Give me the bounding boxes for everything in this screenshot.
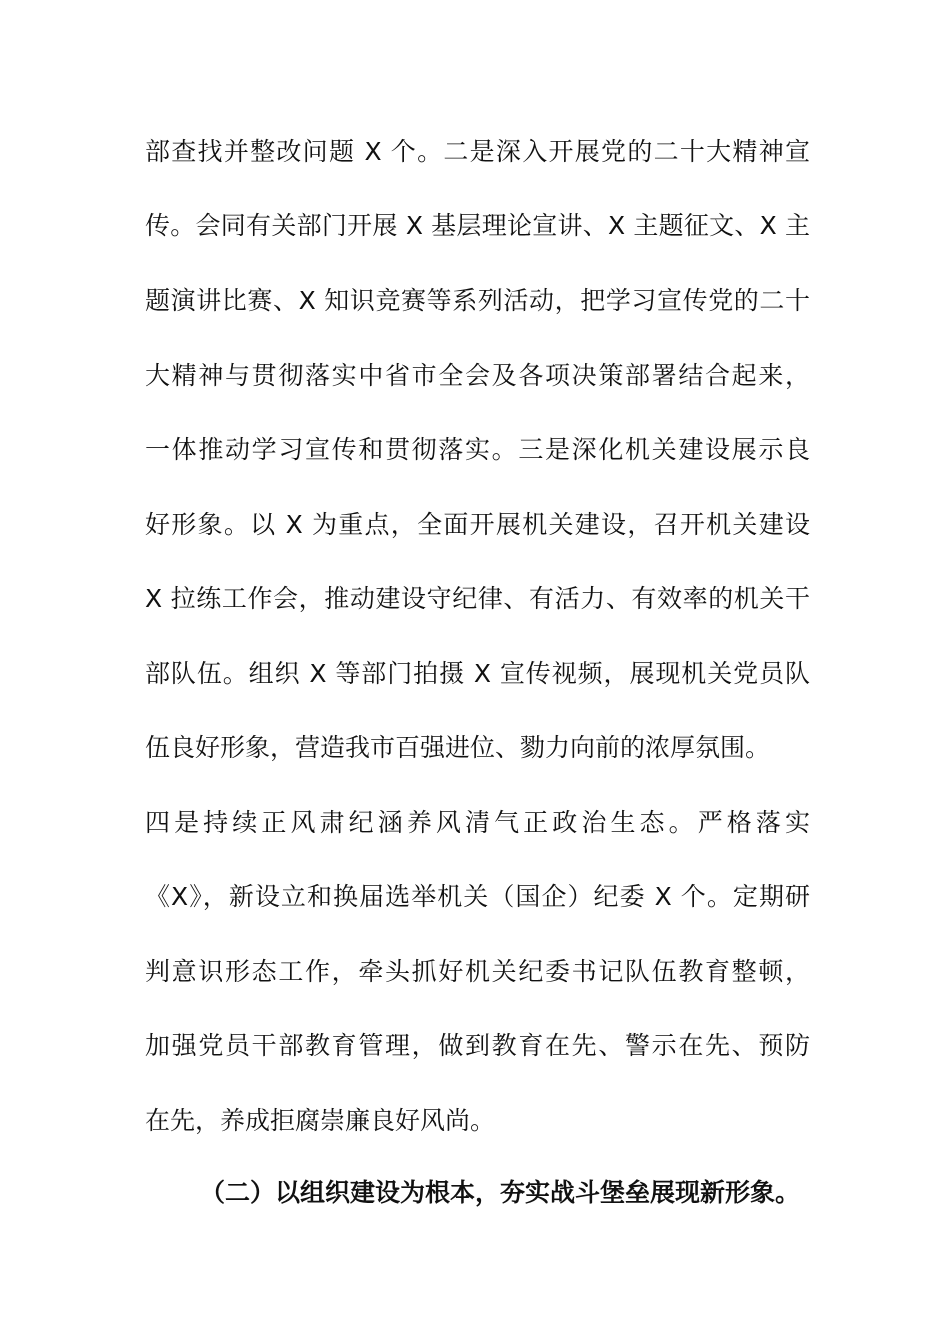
body-text-line: 四是持续正风肃纪涵养风清气正政治生态。严格落实	[145, 808, 810, 837]
body-text-line: 判意识形态工作，牵头抓好机关纪委书记队伍教育整顿，	[145, 957, 810, 986]
body-text-line: 在先，养成拒腐崇廉良好风尚。	[145, 1106, 496, 1135]
body-text-line: 加强党员干部教育管理，做到教育在先、警示在先、预防	[145, 1031, 810, 1060]
section-heading: （二）以组织建设为根本，夯实战斗堡垒展现新形象。	[200, 1178, 801, 1207]
body-text-line: 大精神与贯彻落实中省市全会及各项决策部署结合起来，	[145, 361, 810, 390]
body-text-line: 题演讲比赛、X 知识竞赛等系列活动，把学习宣传党的二十	[145, 286, 810, 315]
body-text-line: 好形象。以 X 为重点，全面开展机关建设，召开机关建设	[145, 510, 810, 539]
body-text-line: 传。会同有关部门开展 X 基层理论宣讲、X 主题征文、X 主	[145, 211, 810, 240]
body-text-line: 一体推动学习宣传和贯彻落实。三是深化机关建设展示良	[145, 435, 810, 464]
body-text-line: 部队伍。组织 X 等部门拍摄 X 宣传视频，展现机关党员队	[145, 659, 810, 688]
body-text-line: X 拉练工作会，推动建设守纪律、有活力、有效率的机关干	[145, 584, 810, 613]
body-text-line: 伍良好形象，营造我市百强进位、勠力向前的浓厚氛围。	[145, 733, 771, 762]
body-text-line: 《X》，新设立和换届选举机关（国企）纪委 X 个。定期研	[145, 882, 810, 911]
body-text-line: 部查找并整改问题 X 个。二是深入开展党的二十大精神宣	[145, 137, 810, 166]
